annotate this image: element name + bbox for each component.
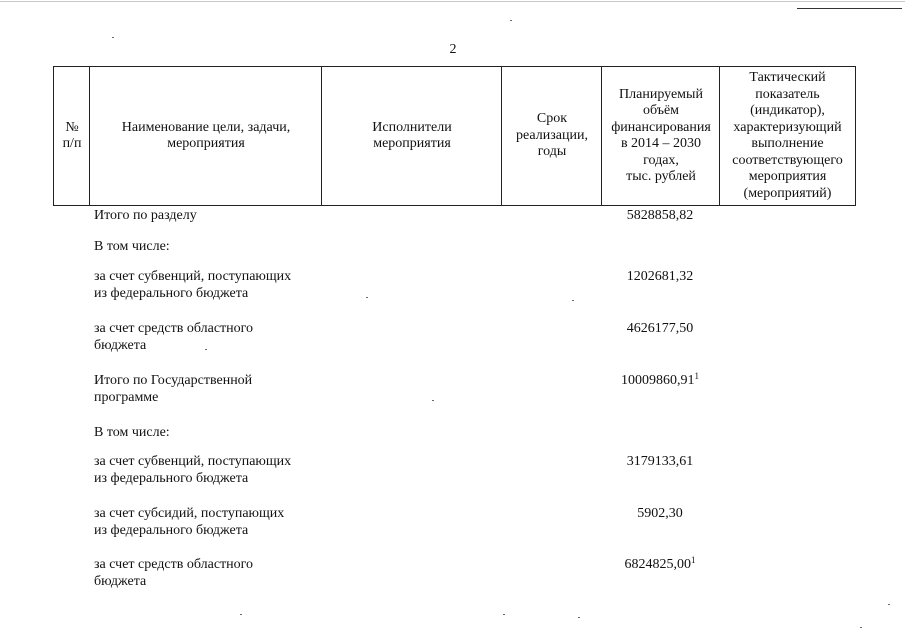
scan-speck <box>366 297 368 298</box>
header-col-number <box>54 67 90 205</box>
row-federal-subventions-2-label: за счет субвенций, поступающих из федерального бюджета <box>94 454 292 486</box>
row-total-section-label: Итого по разделу <box>94 208 197 223</box>
footnote-mark: 1 <box>691 555 696 565</box>
row-federal-subsidies-value: 5902,30 <box>637 506 683 521</box>
header-col-executors <box>322 67 502 205</box>
row-including-label: В том числе: <box>94 239 170 254</box>
header-col-indicator-text: Тактический показатель (индикатор), характеризующий выполнение соответствующего мероприятия (мероприятий) <box>732 70 843 201</box>
row-regional-budget-2-label: за счет средств областного бюджета <box>94 557 254 589</box>
scan-top-edge <box>0 1 905 2</box>
header-col-name-text: Наименование цели, задачи, мероприятия <box>121 119 291 151</box>
header-col-funding <box>602 67 720 205</box>
scan-speck <box>432 400 434 401</box>
header-col-name <box>90 67 322 205</box>
row-federal-subventions-2-value: 3179133,61 <box>626 454 694 469</box>
scan-speck <box>240 614 242 615</box>
scan-speck <box>503 614 505 615</box>
header-col-term <box>502 67 602 205</box>
table-header <box>53 66 856 206</box>
scan-speck <box>578 617 580 618</box>
row-regional-budget-label: за счет средств областного бюджета <box>94 321 254 353</box>
scan-speck <box>205 349 207 350</box>
scan-speck <box>572 300 574 301</box>
scan-speck <box>510 20 512 21</box>
header-col-term-text: Срок реализации, годы <box>516 111 588 160</box>
scan-speck <box>860 627 862 628</box>
row-federal-subsidies-label: за счет субсидий, поступающих из федерального бюджета <box>94 506 285 538</box>
scan-speck <box>888 604 890 605</box>
page-number: 2 <box>449 42 457 57</box>
row-federal-subventions-label: за счет субвенций, поступающих из федерального бюджета <box>94 269 292 301</box>
footnote-mark: 1 <box>694 371 699 381</box>
scan-speck <box>112 37 114 38</box>
row-including-2-label: В том числе: <box>94 425 170 440</box>
header-col-indicator <box>720 67 855 205</box>
header-col-funding-text: Планируемый объём финансирования в 2014 – 2030 годах, тыс. рублей <box>611 86 711 184</box>
row-regional-budget-2-value: 6824825,00$^1$ <box>624 555 696 572</box>
header-col-executors-text: Исполнители мероприятия <box>372 119 452 151</box>
scan-corner-rule <box>797 8 902 9</box>
row-total-section-value: 5828858,82 <box>626 208 694 223</box>
row-federal-subventions-value: 1202681,32 <box>626 269 694 284</box>
row-regional-budget-value: 4626177,50 <box>626 321 694 336</box>
row-total-program-label: Итого по Государственной программе <box>94 373 253 405</box>
header-col-number-text: № п/п <box>62 119 82 151</box>
row-total-program-value: 10009860,91$^1$ <box>621 371 699 388</box>
